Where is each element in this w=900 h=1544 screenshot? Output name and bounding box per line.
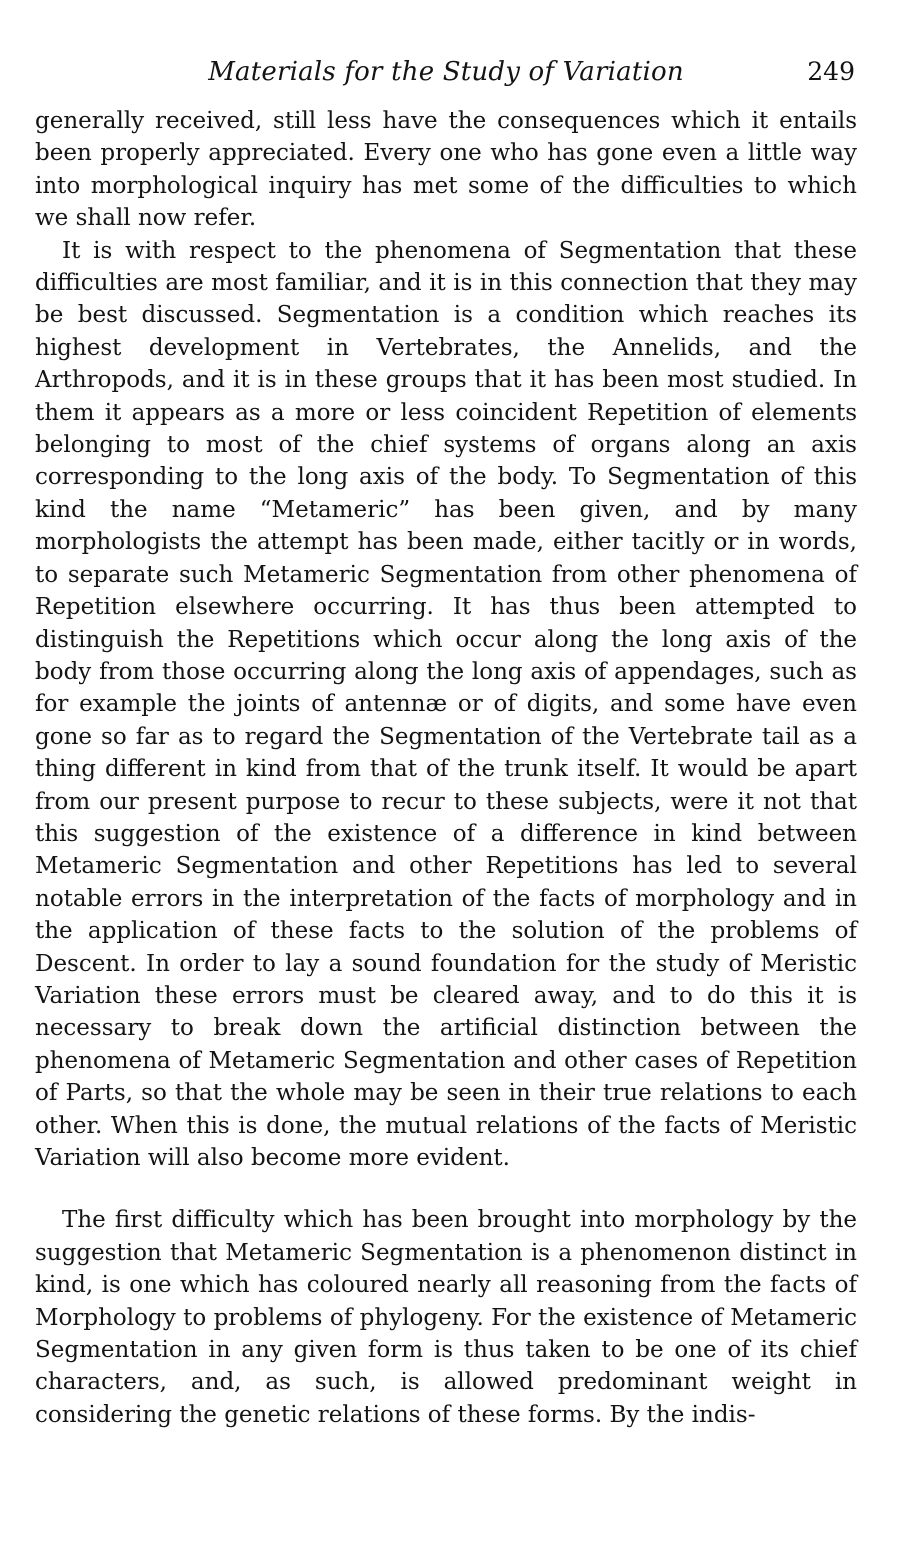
paragraph-segmentation: It is with respect to the phenomena of Segmentation that these difficulties are most familiar, and it is in this connection that they may be best discussed. Segmentation is a condition which reaches its highest development in Vertebrates, the Annelids, and the Arthropods, and it is in these groups that it has been most studied. In them it appears as a more or less coincident Repetition of elements belonging to most of the chief systems of organs along an axis corresponding to the long axis of the body. To Segmentation of this kind the name “Metameric” has been given, and by many morphologists the attempt has been made, either tacitly or in words, to separate such Metameric Segmentation from other phenomena of Repetition elsewhere occurring. It has thus been attempted to distinguish the Repetitions which occur along the long axis of the body from those occurring along the long axis of appendages, such as for example the joints of antennæ or of digits, and some have even gone so far as to regard the Segmentation of the Vertebrate tail as a thing different in kind from that of the trunk itself. It would be apart from our present purpose to recur to these subjects, were it not that this suggestion of the existence of a difference in kind between Metameric Segmentation and other Repetitions has led to several notable errors in the interpretation of the facts of morphology and in the application of these facts to the solution of the problems of Descent. In order to lay a sound foundation for the study of Meristic Variation these errors must be cleared away, and to do this it is necessary to break down the artificial distinction between the phenomena of Metameric Segmentation and other cases of Repetition of Parts, so that the whole may be seen in their true relations to each other. When this is done, the mutual relations of the facts of Meristic Variation will also become more evident. bbox=[35, 237, 857, 1171]
paragraph-first-difficulty: The first difficulty which has been brought into morphology by the suggestion that Metameric Segmentation is a phenomenon distinct in kind, is one which has coloured nearly all reasoning from the facts of Morphology to problems of phylogeny. For the existence of Metameric Segmentation in any given form is thus taken to be one of its chief characters, and, as such, is allowed predominant weight in considering the genetic relations of these forms. By the indis- bbox=[35, 1207, 857, 1428]
page-number: 249 bbox=[807, 57, 855, 86]
running-title: Materials for the Study of Variation bbox=[208, 57, 684, 87]
paragraph-continuation: generally received, still less have the consequences which it entails been properly appreciated. Every one who has gone even a little way into morphological inquiry has met some of the difficulties to which we shall now refer. bbox=[35, 108, 857, 232]
book-page bbox=[35, 55, 857, 1431]
body-text bbox=[35, 105, 857, 1431]
running-head bbox=[35, 55, 857, 95]
